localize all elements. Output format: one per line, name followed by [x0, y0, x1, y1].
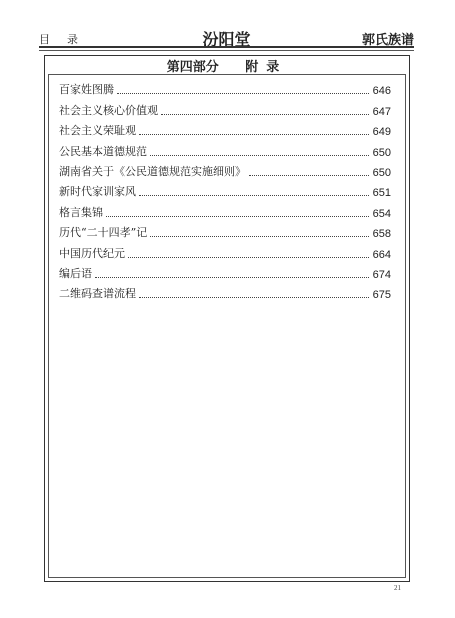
toc-item[interactable]: [59, 179, 391, 199]
toc-item-page: 650: [372, 166, 391, 179]
toc-leader: [150, 236, 368, 237]
header-section-label: 目录: [39, 33, 95, 46]
toc-item-page: 658: [372, 228, 391, 241]
toc-item-label: 湖南省关于《公民道德规范实施细则》: [59, 164, 246, 178]
toc-item-page: 675: [372, 289, 391, 302]
page-header: [39, 26, 414, 48]
toc-item[interactable]: [59, 261, 391, 281]
toc-item-label: 历代“二十四孝”记: [59, 226, 148, 240]
page-number: 21: [394, 584, 401, 592]
toc-item[interactable]: [59, 199, 391, 219]
toc-item-label: 社会主义核心价值观: [59, 103, 158, 117]
toc-item-label: 公民基本道德规范: [59, 144, 147, 158]
toc-item[interactable]: [59, 159, 391, 179]
toc-item-page: 649: [372, 126, 391, 139]
toc-leader: [139, 134, 369, 135]
header-book-title: 郭氏族谱: [361, 33, 414, 48]
toc-leader: [95, 277, 369, 278]
toc-item[interactable]: [59, 281, 391, 301]
toc-item-page: 646: [372, 85, 391, 98]
toc-item-label: 二维码查谱流程: [59, 287, 136, 301]
toc-item[interactable]: [59, 138, 391, 158]
toc-item-page: 650: [372, 146, 391, 159]
header-rule-thick: [39, 46, 414, 48]
toc-leader: [249, 175, 369, 176]
toc-leader: [150, 155, 369, 156]
toc-leader: [117, 93, 369, 94]
toc-leader: [139, 297, 369, 298]
toc-leader: [128, 257, 369, 258]
toc-item-page: 654: [372, 207, 391, 220]
header-rule-thin: [39, 50, 414, 51]
toc-item[interactable]: [59, 118, 391, 138]
toc-item-label: 编后语: [59, 266, 92, 280]
toc-item-label: 中国历代纪元: [59, 246, 125, 260]
toc-item-label: 社会主义荣耻观: [59, 124, 136, 138]
toc-item-page: 664: [372, 248, 391, 261]
toc-item-label: 新时代家训家风: [59, 185, 136, 199]
toc-leader: [106, 216, 369, 217]
header-hall-name: 汾阳堂: [202, 30, 251, 49]
table-of-contents: [59, 77, 391, 301]
section-title: [44, 56, 410, 75]
toc-item-label: 格言集锦: [59, 205, 103, 219]
section-name: 附录: [245, 60, 288, 75]
toc-item-page: 651: [372, 187, 391, 200]
toc-item-page: 674: [372, 268, 391, 281]
section-part: 第四部分: [166, 60, 219, 75]
toc-item[interactable]: [59, 97, 391, 117]
toc-leader: [139, 195, 369, 196]
toc-item[interactable]: [59, 240, 391, 260]
toc-leader: [161, 114, 369, 115]
toc-item[interactable]: [59, 220, 391, 240]
toc-item-page: 647: [372, 105, 391, 118]
toc-item-label: 百家姓图腾: [59, 83, 114, 97]
toc-item[interactable]: [59, 77, 391, 97]
